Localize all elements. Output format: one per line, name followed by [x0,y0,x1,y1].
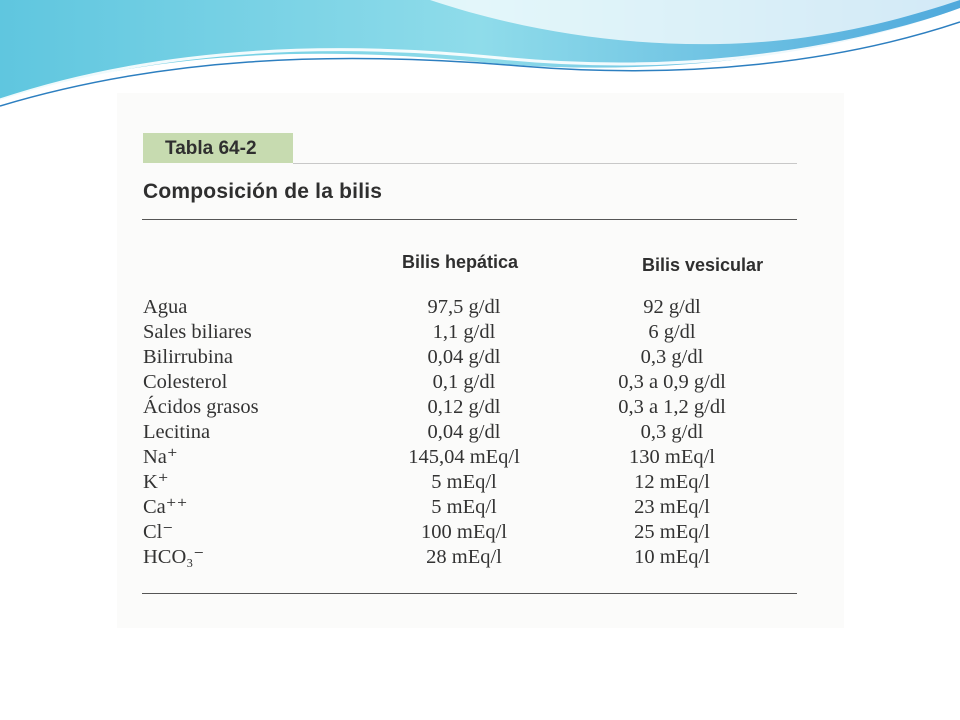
table-row [0,345,960,370]
table-title: Composición de la bilis [143,180,383,203]
hepatica-value: 28 mEq/l [426,546,502,568]
table-row [0,520,960,545]
hepatica-value: 97,5 g/dl [427,296,501,318]
table-number-tag: Tabla 64-2 [143,133,293,163]
hepatica-value: 0,04 g/dl [427,346,501,368]
hepatica-value: 100 mEq/l [421,521,507,543]
row-label: Bilirrubina [143,346,233,368]
tag-divider [293,163,797,164]
table-row [0,395,960,420]
row-label: K⁺ [143,471,169,493]
column-header-vesicular: Bilis vesicular [642,255,764,275]
hepatica-value: 5 mEq/l [431,471,497,493]
vesicular-value: 23 mEq/l [634,496,710,518]
table-row [0,545,960,570]
table-row [0,470,960,495]
row-label: Ácidos grasos [143,396,259,418]
vesicular-value: 92 g/dl [643,296,701,318]
hepatica-value: 0,04 g/dl [427,421,501,443]
row-label: Lecitina [143,421,211,443]
hepatica-value: 0,12 g/dl [427,396,501,418]
vesicular-value: 0,3 a 0,9 g/dl [618,371,726,393]
top-rule [142,219,797,220]
bottom-rule [142,593,797,594]
row-label: Colesterol [143,371,228,393]
row-label: Na⁺ [143,446,178,468]
vesicular-value: 6 g/dl [648,321,696,343]
table-row [0,420,960,445]
table-row [0,320,960,345]
vesicular-value: 130 mEq/l [629,446,715,468]
table-row [0,495,960,520]
vesicular-value: 0,3 a 1,2 g/dl [618,396,726,418]
hepatica-value: 1,1 g/dl [432,321,496,343]
vesicular-value: 0,3 g/dl [640,346,704,368]
column-header-hepatica: Bilis hepática [402,252,519,272]
row-label: HCO₃⁻ [143,546,205,568]
hepatica-value: 5 mEq/l [431,496,497,518]
vesicular-value: 25 mEq/l [634,521,710,543]
row-label: Cl⁻ [143,521,174,543]
row-label: Sales biliares [143,321,252,343]
hepatica-value: 0,1 g/dl [432,371,496,393]
table-row [0,445,960,470]
vesicular-value: 10 mEq/l [634,546,710,568]
row-label: Agua [143,296,188,318]
table-row [0,295,960,320]
vesicular-value: 12 mEq/l [634,471,710,493]
table-row [0,370,960,395]
row-label: Ca⁺⁺ [143,496,188,518]
hepatica-value: 145,04 mEq/l [408,446,520,468]
vesicular-value: 0,3 g/dl [640,421,704,443]
